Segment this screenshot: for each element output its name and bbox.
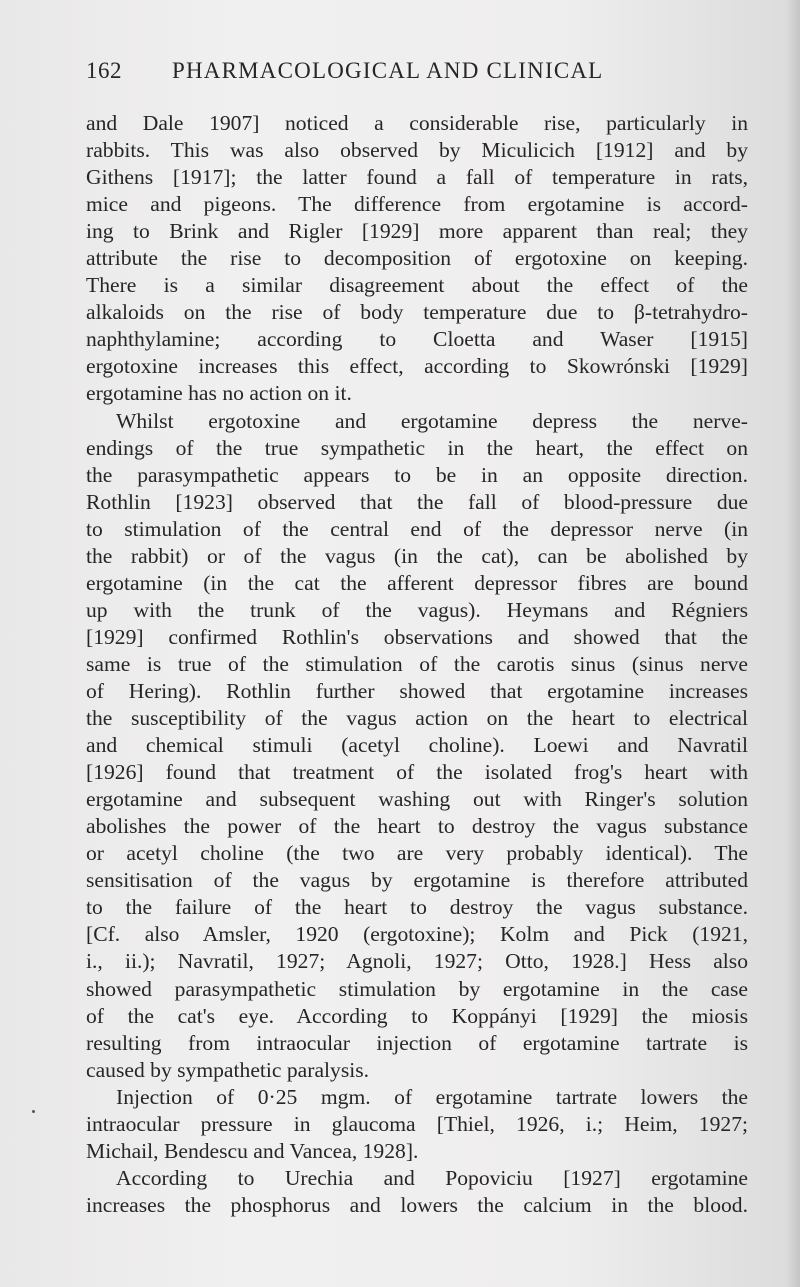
text-line: ergotamine and subsequent washing out with Ringer's solution: [86, 787, 748, 812]
text-line: sensitisation of the vagus by ergotamine is therefore attributed: [86, 868, 748, 893]
text-line: [1926] found that treatment of the isolated frog's heart with: [86, 760, 748, 785]
text-line: Githens [1917]; the latter found a fall of temperature in rats,: [86, 165, 748, 190]
page-number: 162: [86, 58, 122, 83]
text-line: ergotamine (in the cat the afferent depressor fibres are bound: [86, 570, 748, 595]
text-line: resulting from intraocular injection of ergotamine tartrate is: [86, 1030, 748, 1055]
text-line: increases the phosphorus and lowers the calcium in the blood.: [86, 1192, 748, 1217]
text-line: Whilst ergotoxine and ergotamine depress the nerve-: [116, 408, 748, 433]
text-line: alkaloids on the rise of body temperature due to β-tetrahydro-: [86, 300, 748, 325]
text-line: Rothlin [1923] observed that the fall of blood-pressure due: [86, 489, 748, 514]
page-edge-shadow: [786, 0, 800, 1287]
text-line: According to Urechia and Popoviciu [1927] ergotamine: [116, 1165, 748, 1190]
text-line: the susceptibility of the vagus action on the heart to electrical: [86, 706, 748, 731]
text-line: caused by sympathetic paralysis.: [86, 1057, 370, 1082]
text-line: attribute the rise to decomposition of ergotoxine on keeping.: [86, 246, 748, 271]
text-line: to stimulation of the central end of the depressor nerve (in: [86, 516, 748, 541]
running-head: PHARMACOLOGICAL AND CLINICAL: [172, 58, 604, 83]
text-line: up with the trunk of the vagus). Heymans and Régniers: [86, 597, 748, 622]
text-line: There is a similar disagreement about the effect of the: [86, 273, 748, 298]
body-text: [86, 110, 748, 1219]
text-line: rabbits. This was also observed by Miculicich [1912] and by: [86, 138, 748, 163]
text-line: and chemical stimuli (acetyl choline). Loewi and Navratil: [86, 733, 748, 758]
text-line: ergotamine has no action on it.: [86, 381, 352, 406]
text-line: endings of the true sympathetic in the heart, the effect on: [86, 435, 748, 460]
page-header: [86, 58, 756, 92]
text-line: ergotoxine increases this effect, according to Skowrónski [1929]: [86, 354, 748, 379]
text-line: of Hering). Rothlin further showed that ergotamine increases: [86, 678, 748, 703]
text-line: [Cf. also Amsler, 1920 (ergotoxine); Kolm and Pick (1921,: [86, 922, 748, 947]
text-line: same is true of the stimulation of the carotis sinus (sinus nerve: [86, 651, 748, 676]
text-line: ing to Brink and Rigler [1929] more apparent than real; they: [86, 219, 748, 244]
text-line: i., ii.); Navratil, 1927; Agnoli, 1927; Otto, 1928.] Hess also: [86, 949, 748, 974]
text-line: showed parasympathetic stimulation by ergotamine in the case: [86, 976, 748, 1001]
text-line: of the cat's eye. According to Koppányi [1929] the miosis: [86, 1003, 748, 1028]
text-line: or acetyl choline (the two are very probably identical). The: [86, 841, 748, 866]
text-line: mice and pigeons. The difference from ergotamine is accord-: [86, 192, 748, 217]
text-line: to the failure of the heart to destroy the vagus substance.: [86, 895, 748, 920]
text-line: Michail, Bendescu and Vancea, 1928].: [86, 1138, 419, 1163]
text-line: abolishes the power of the heart to destroy the vagus substance: [86, 814, 748, 839]
text-line: the rabbit) or of the vagus (in the cat), can be abolished by: [86, 543, 748, 568]
text-line: [1929] confirmed Rothlin's observations and showed that the: [86, 624, 748, 649]
text-line: naphthylamine; according to Cloetta and Waser [1915]: [86, 327, 748, 352]
text-line: Injection of 0·25 mgm. of ergotamine tartrate lowers the: [116, 1084, 748, 1109]
text-line: intraocular pressure in glaucoma [Thiel, 1926, i.; Heim, 1927;: [86, 1111, 748, 1136]
text-line: and Dale 1907] noticed a considerable rise, particularly in: [86, 111, 748, 135]
text-line: the parasympathetic appears to be in an opposite direction.: [86, 462, 748, 487]
ink-speck: [32, 1110, 35, 1113]
